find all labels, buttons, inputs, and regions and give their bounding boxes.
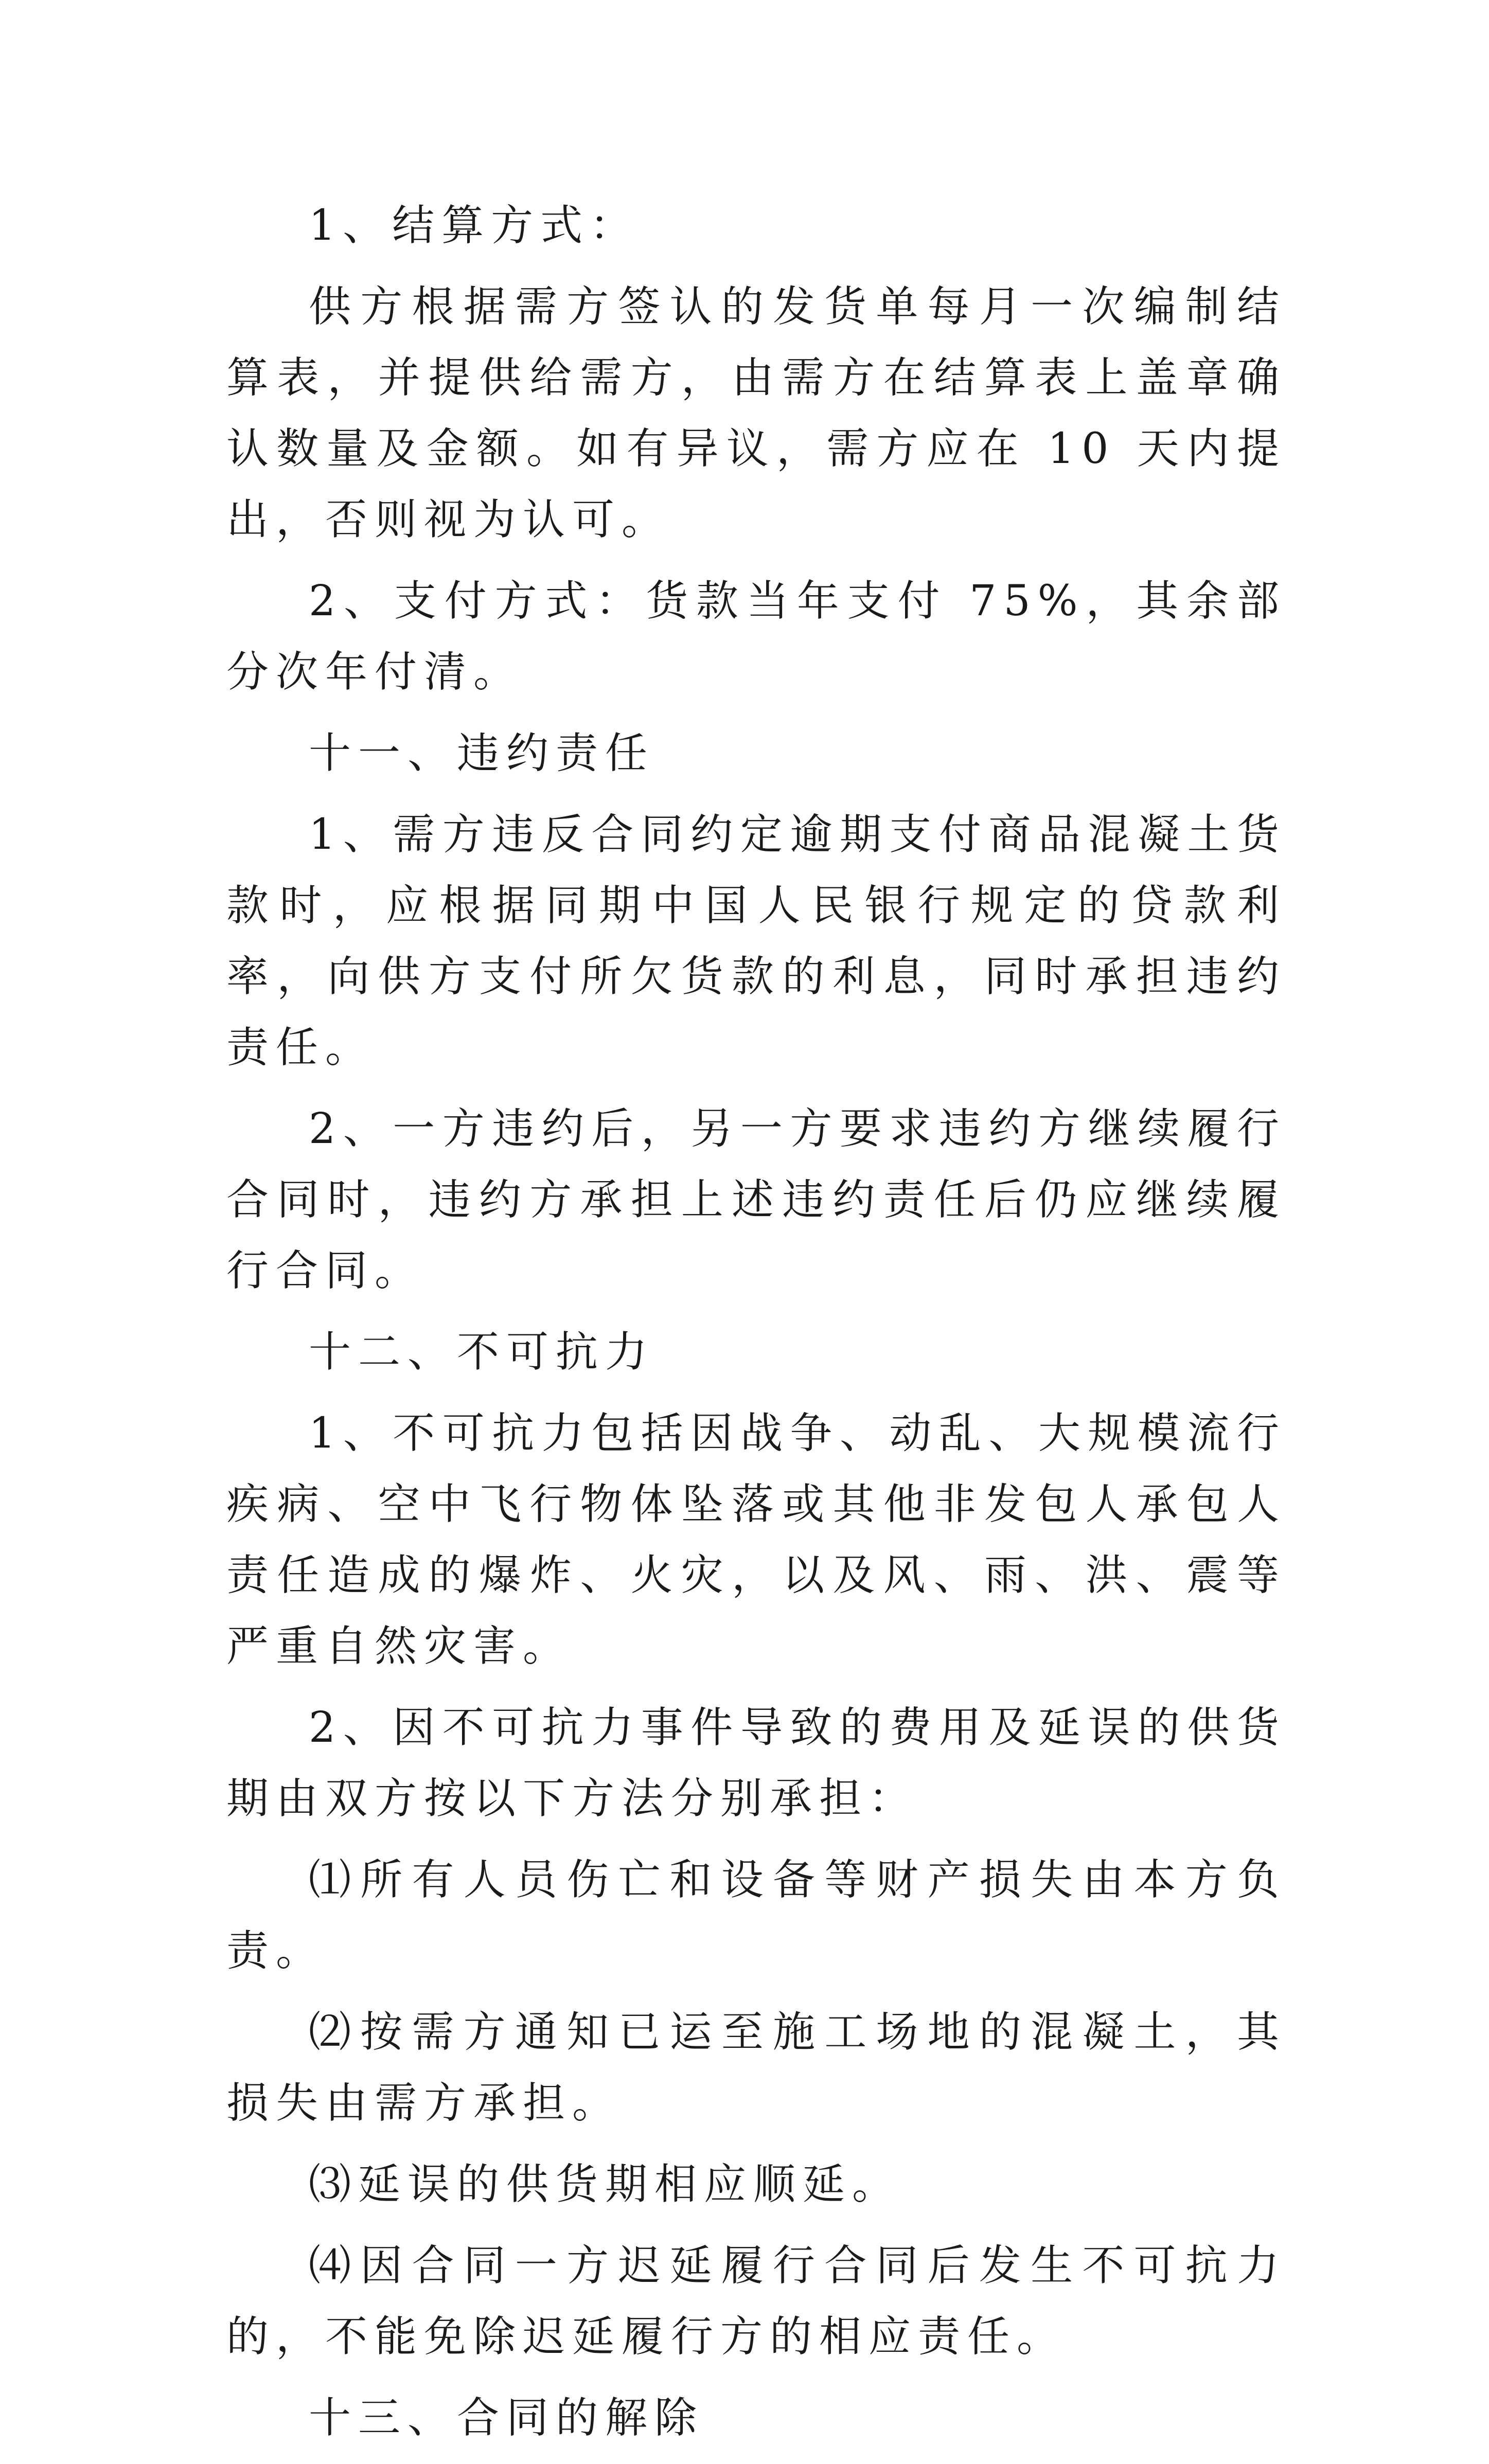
clause-payment-method: 2、支付方式：货款当年支付 75%，其余部分次年付清。 [226, 577, 1286, 697]
clause-late-payment: 1、需方违反合同约定逾期支付商品混凝土货款时，应根据同期中国人民银行规定的贷款利率，向供方支付所欠货款的利息，同时承担违约责任。 [226, 810, 1286, 1072]
section-heading-liability: 十一、违约责任 [309, 729, 655, 778]
section-heading-force-majeure: 十二、不可抗力 [309, 1328, 655, 1377]
section-heading-termination: 十三、合同的解除 [309, 2394, 704, 2442]
sub-clause-1: ⑴所有人员伤亡和设备等财产损失由本方负责。 [226, 1855, 1286, 1975]
sub-clause-3: ⑶延误的供货期相应顺延。 [309, 2160, 902, 2209]
clause-settlement-detail: 供方根据需方签认的发货单每月一次编制结算表，并提供给需方，由需方在结算表上盖章确认数量及金额。如有异议，需方应在 10 天内提出，否则视为认可。 [226, 282, 1286, 544]
clause-force-majeure-costs: 2、因不可抗力事件导致的费用及延误的供货期由双方按以下方法分别承担： [226, 1703, 1286, 1823]
clause-continued-performance: 2、一方违约后，另一方要求违约方继续履行合同时，违约方承担上述违约责任后仍应继续履行合同。 [226, 1104, 1286, 1295]
clause-settlement-method: 1、结算方式： [309, 201, 640, 250]
document-body [226, 190, 1286, 2464]
clause-force-majeure-definition: 1、不可抗力包括因战争、动乱、大规模流行疾病、空中飞行物体坠落或其他非发包人承包人责任造成的爆炸、火灾，以及风、雨、洪、震等严重自然灾害。 [226, 1409, 1286, 1671]
sub-clause-2: ⑵按需方通知已运至施工场地的混凝土，其损失由需方承担。 [226, 2008, 1286, 2128]
sub-clause-4: ⑷因合同一方迟延履行合同后发生不可抗力的，不能免除迟延履行方的相应责任。 [226, 2241, 1286, 2361]
